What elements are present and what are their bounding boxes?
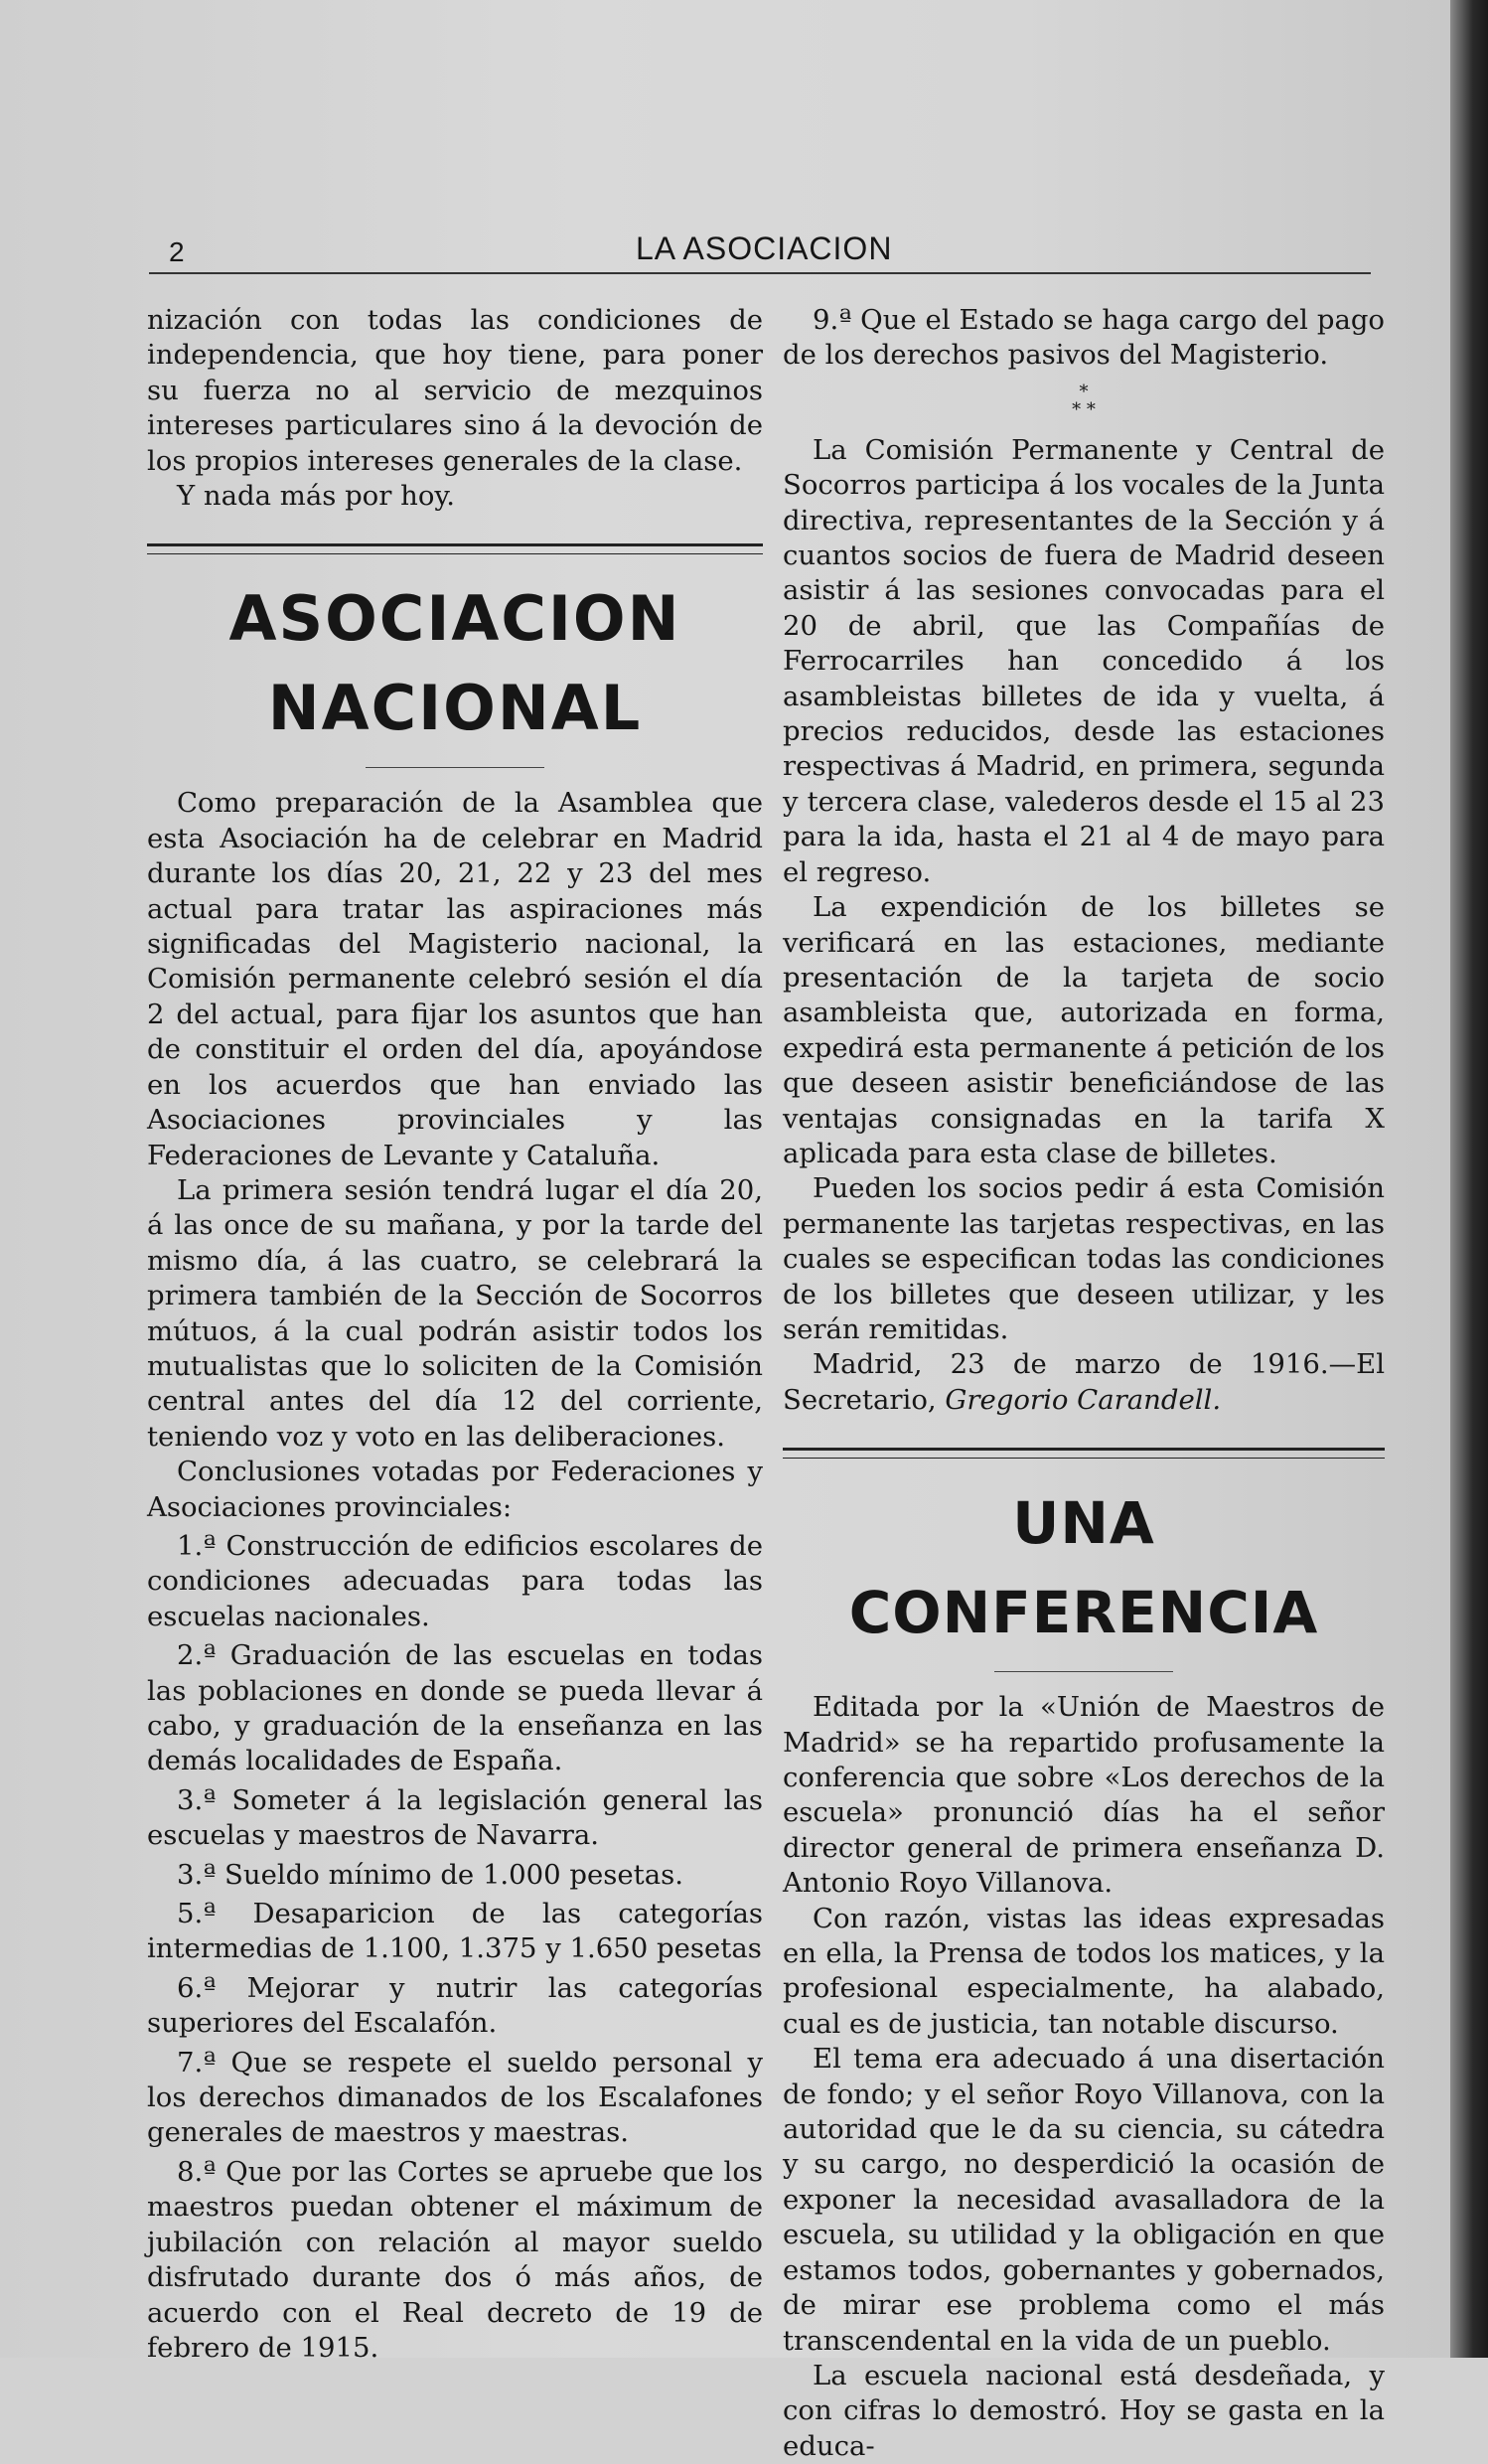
header-rule <box>149 272 1371 274</box>
paragraph: La Comisión Permanente y Central de Socorros participa á los vocales de la Junta directiva, representantes de la Sección y á cuantos socios de fuera de Madrid deseen asistir á las sesiones convocadas para el 20 de abril, que las Compañías de Ferrocarriles han concedido á los asambleistas billetes de ida y vuelta, á precios reducidos, desde las estaciones respectivas á Madrid, en primera, segunda y tercera clase, valederos desde el 15 al 23 para la ida, hasta el 21 al 4 de mayo para el regreso. <box>783 433 1385 888</box>
paragraph: La primera sesión tendrá lugar el día 20, á las once de su mañana, y por la tarde del mismo día, á las cuatro, se celebrará la primera también de la Sección de Socorros mútuos, á la cual podrán asistir todos los mutualistas que lo soliciten de la Comisión central antes del día 12 del corriente, teniendo voz y voto en las deliberaciones. <box>147 1173 763 1453</box>
conclusion-item: 2.ª Graduación de las escuelas en todas las poblaciones en donde se pueda llevar á cabo, y graduación de la enseñanza en las demás localidades de España. <box>147 1639 763 1777</box>
section-divider <box>147 543 763 554</box>
paragraph: La escuela nacional está desdeñada, y con cifras lo demostró. Hoy se gasta en la educa- <box>783 2359 1385 2462</box>
conclusion-item: 5.ª Desaparicion de las categorías intermedias de 1.100, 1.375 y 1.650 pesetas <box>147 1898 763 1965</box>
paragraph: Conclusiones votadas por Federaciones y Asociaciones provinciales: <box>147 1456 763 1523</box>
paragraph: Con razón, vistas las ideas expresadas en ella, la Prensa de todos los matices, y la profesional especialmente, ha alabado, cual es de justicia, tan notable discurso. <box>783 1902 1385 2040</box>
paragraph: El tema era adecuado á una disertación de fondo; y el señor Royo Villanova, con la autoridad que le da su ciencia, su cátedra y su cargo, no desperdició la ocasión de exponer la necesidad avasalladora de la escuela, su utilidad y la obligación en que estamos todos, gobernantes y gobernados, de mirar ese problema como el más transcendental en la vida de un pueblo. <box>783 2043 1385 2357</box>
conclusion-item: 9.ª Que el Estado se haga cargo del pago de los derechos pasivos del Magisterio. <box>783 304 1385 372</box>
section-title-conferencia: UNA CONFERENCIA <box>848 1489 1319 1647</box>
title-underline <box>366 767 544 768</box>
signature-name: Gregorio Carandell. <box>945 1383 1222 1416</box>
signature <box>783 1347 1385 1418</box>
paragraph: La expendición de los billetes se verificará en las estaciones, mediante presentación de la tarjeta de socio asambleista que, autorizada en forma, expedirá esta permanente á petición de los que deseen asistir beneficiándose de las ventajas consignadas en la tarifa X aplicada para esta clase de billetes. <box>783 891 1385 1169</box>
book-spine <box>1450 0 1488 2358</box>
conclusion-item: 8.ª Que por las Cortes se apruebe que los maestros puedan obtener el máximum de jubilación con relación al mayor sueldo disfrutado durante dos ó más años, de acuerdo con el Real decreto de 19 de febrero de 1915. <box>147 2155 763 2364</box>
intro-paragraph: nización con todas las condiciones de independencia, que hoy tiene, para poner su fuerza no al servicio de mezquinos intereses particulares sino á la devoción de los propios intereses generales de la clase. <box>147 304 763 477</box>
paragraph: Pueden los socios pedir á esta Comisión permanente las tarjetas respectivas, en las cuales se especifican todas las condiciones de los billetes que deseen utilizar, y les serán remitidas. <box>783 1172 1385 1345</box>
right-column <box>783 303 1385 2464</box>
running-title: LA ASOCIACION <box>636 231 893 266</box>
asterism-top: * <box>1079 381 1089 402</box>
conclusion-item: 7.ª Que se respete el sueldo personal y los derechos dimanados de los Escalafones generales de maestros y maestras. <box>147 2046 763 2149</box>
closing-line: Y nada más por hoy. <box>177 480 456 513</box>
asterism-bottom: * * <box>1072 398 1096 420</box>
left-column <box>147 303 763 2366</box>
section-divider <box>783 1448 1385 1459</box>
asterism <box>783 381 1385 420</box>
section-title-asociacion: ASOCIACION NACIONAL <box>228 582 681 745</box>
conclusion-item: 3.ª Someter á la legislación general las escuelas y maestros de Navarra. <box>147 1783 763 1852</box>
paragraph: Como preparación de la Asamblea que esta Asociación ha de celebrar en Madrid durante los días 20, 21, 22 y 23 del mes actual para tratar las aspiraciones más significadas del Magisterio nacional, la Comisión permanente celebró sesión el día 2 del actual, para fijar los asuntos que han de constituir el orden del día, apoyándose en los acuerdos que han enviado las Asociaciones provinciales y las Federaciones de Levante y Cataluña. <box>147 787 763 1171</box>
conclusion-item: 1.ª Construcción de edificios escolares de condiciones adecuadas para todas las escuelas nacionales. <box>147 1529 763 1632</box>
title-underline <box>994 1671 1173 1672</box>
page-number: 2 <box>169 236 185 267</box>
conclusion-item: 3.ª Sueldo mínimo de 1.000 pesetas. <box>177 1858 683 1891</box>
signature-text: Madrid, 23 de marzo de 1916.—El Secretario, <box>783 1348 1385 1416</box>
page-header <box>149 227 1371 276</box>
paragraph: Editada por la «Unión de Maestros de Madrid» se ha repartido profusamente la conferencia que sobre «Los derechos de la escuela» pronunció días ha el señor director general de primera enseñanza D. Antonio Royo Villanova. <box>783 1691 1385 1900</box>
conclusion-item: 6.ª Mejorar y nutrir las categorías superiores del Escalafón. <box>147 1971 763 2040</box>
